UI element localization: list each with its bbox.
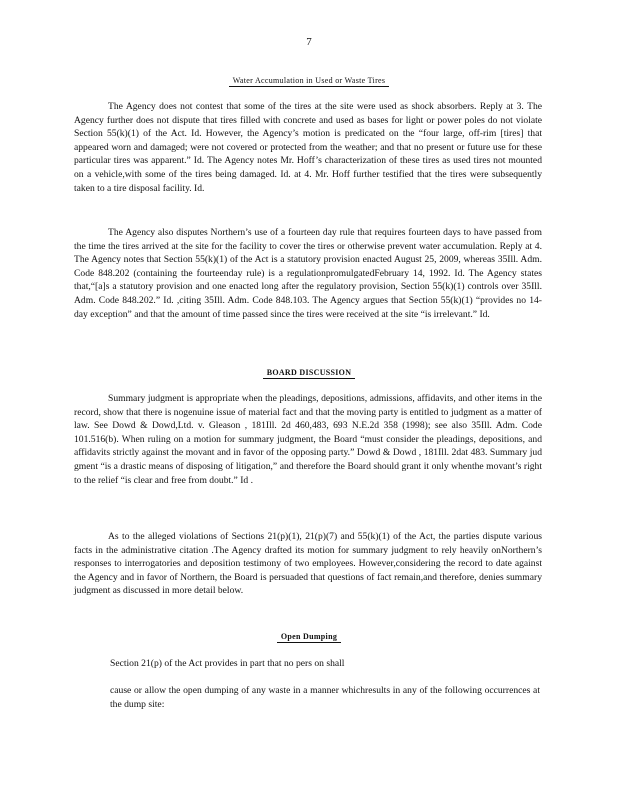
section-heading-water-accumulation-text: Water Accumulation in Used or Waste Tires — [229, 76, 390, 87]
section-heading-board-discussion — [0, 368, 618, 377]
page-number: 7 — [306, 36, 312, 48]
paragraph-open-dumping-quote: cause or allow the open dumping of any waste in a manner whichresults in any of the following occurrences at the dump site: — [110, 685, 540, 710]
section-heading-water-accumulation — [0, 76, 618, 85]
paragraph-agency-tires: The Agency does not contest that some of the tires at the site were used as shock absorbers. Reply at 3. The Agency further does not dispute that tires filled with concrete and used as bases for light or power poles do not violate Section 55(k)(1) of the Act. Id. However, the Agency’s motion is predicated on the “four large, off-rim [tires] that appeared worn and damaged; were not covered or protected from the weather; and that no present or future use for these particular tires was apparent.” Id. The Agency notes Mr. Hoff’s characterization of these tires as used tires not mounted on a vehicle,with some of the tires being damaged. Id. at 4. Mr. Hoff further testified that the tires were subsequently taken to a tire disposal facility. Id. — [74, 101, 542, 194]
section-heading-board-discussion-text: BOARD DISCUSSION — [263, 368, 356, 379]
paragraph-fourteen-day-rule: The Agency also disputes Northern’s use of a fourteen day rule that requires fourteen days to have passed from the time the tires arrived at the site for the facility to cover the tires or otherwise prevent water accumulation. Reply at 4. The Agency notes that Section 55(k)(1) of the Act is a statutory provision enacted August 25, 2009, whereas 35Ill. Adm. Code 848.202 (containing the fourteenday rule) is a regulationpromulgatedFebruary 14, 1992. Id. The Agency states that,“[a]s a statutory provision and one enacted long after the regulatory provision, Section 55(k)(1) controls over 35Ill. Adm. Code 848.202.” Id. ,citing 35Ill. Adm. Code 848.103. The Agency argues that Section 55(k)(1) “provides no 14-day exception” and that the amount of time passed since the tires were received at the site “is irrelevant.” Id. — [74, 227, 542, 320]
paragraph-section-21p: Section 21(p) of the Act provides in part that no pers on shall — [110, 658, 345, 669]
paragraph-alleged-violations: As to the alleged violations of Sections 21(p)(1), 21(p)(7) and 55(k)(1) of the Act, the parties dispute various facts in the administrative citation .The Agency drafted its motion for summary judgment to rely heavily onNorthern’s responses to interrogatories and deposition testimony of two employees. However,considering the record to date against the Agency and in favor of Northern, the Board is persuaded that questions of fact remain,and therefore, denies summary judgment as discussed in more detail below. — [74, 531, 542, 597]
paragraph-summary-judgment: Summary judgment is appropriate when the pleadings, depositions, admissions, affidavits, and other items in the record, show that there is nogenuine issue of material fact and that the moving party is entitled to judgment as a matter of law. See Dowd & Dowd,Ltd. v. Gleason , 181Ill. 2d 460,483, 693 N.E.2d 358 (1998); see also 35Ill. Adm. Code 101.516(b). When ruling on a motion for summary judgment, the Board “must consider the pleadings, depositions, and affidavits strictly against the movant and in favor of the opposing party.” Dowd & Dowd , 181Ill. 2dat 483. Summary jud gment “is a drastic means of disposing of litigation,” and therefore the Board should grant it only whenthe movant’s right to the relief “is clear and free from doubt.” Id . — [74, 393, 542, 486]
section-heading-open-dumping-text: Open Dumping — [277, 632, 341, 643]
section-heading-open-dumping — [0, 632, 618, 641]
